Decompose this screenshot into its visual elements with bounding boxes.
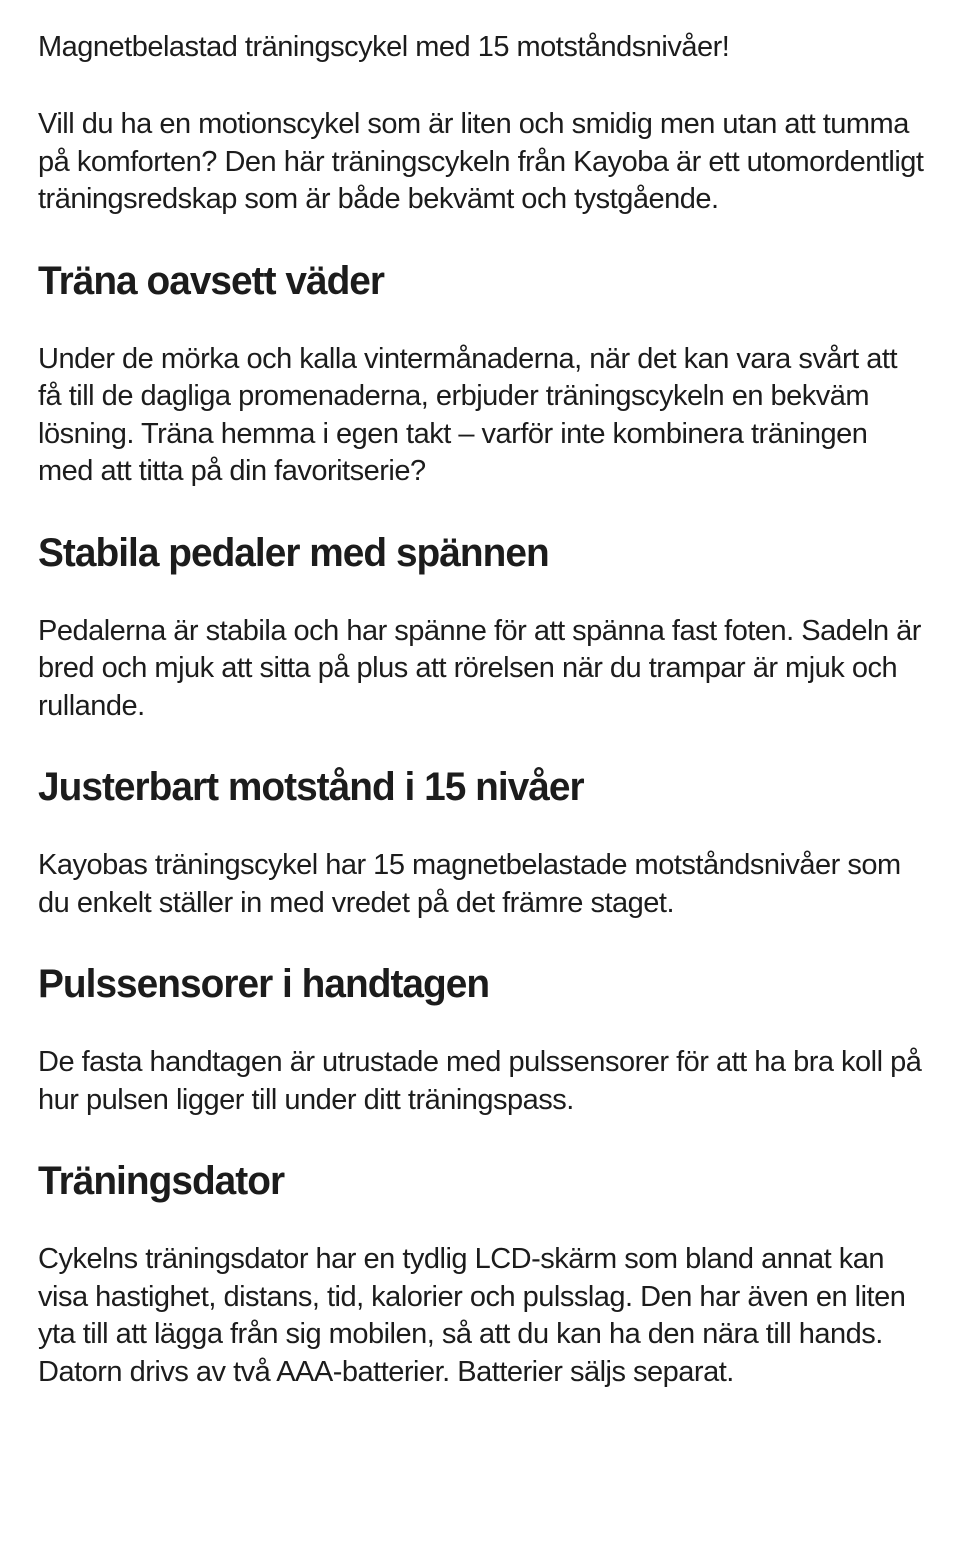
- section-heading: Träningsdator: [38, 1159, 285, 1203]
- section-paragraph: De fasta handtagen är utrustade med pulssensorer för att ha bra koll på hur pulsen ligger till under ditt träningspass.: [38, 1046, 922, 1116]
- section-heading: Stabila pedaler med spännen: [38, 530, 549, 575]
- section-heading: Träna oavsett väder: [38, 258, 385, 303]
- section-train-any-weather: [38, 259, 924, 491]
- section-paragraph: Kayobas träningscykel har 15 magnetbelastade motståndsnivåer som du enkelt ställer in med vredet på det främre staget.: [38, 849, 901, 919]
- section-paragraph: Pedalerna är stabila och har spänne för att spänna fast foten. Sadeln är bred och mjuk att sitta på plus att rörelsen när du trampar är mjuk och rullande.: [38, 614, 921, 722]
- section-adjustable-resistance: [38, 765, 924, 922]
- section-training-computer: [38, 1159, 924, 1391]
- section-pulse-sensors: [38, 962, 924, 1119]
- section-paragraph: Cykelns träningsdator har en tydlig LCD-skärm som bland annat kan visa hastighet, distans, tid, kalorier och pulsslag. Den har även en liten yta till att lägga från sig mobilen, så att du kan ha den nära till hands. Datorn drivs av två AAA-batterier. Batterier säljs separat.: [38, 1243, 906, 1388]
- section-stable-pedals: [38, 531, 924, 726]
- section-heading: Pulssensorer i handtagen: [38, 962, 490, 1006]
- section-paragraph: Under de mörka och kalla vintermånaderna, när det kan vara svårt att få till de dagliga promenaderna, erbjuder träningscykeln en bekväm lösning. Träna hemma i egen takt – varför inte kombinera träningen med att titta på din favoritserie?: [38, 342, 898, 487]
- product-title: Magnetbelastad träningscykel med 15 motståndsnivåer!: [38, 31, 730, 63]
- product-description-text: [38, 28, 924, 1391]
- intro-paragraph: Vill du ha en motionscykel som är liten och smidig men utan att tumma på komforten? Den här träningscykeln från Kayoba är ett utomordentligt träningsredskap som är både bekvämt och tystgående.: [38, 108, 924, 215]
- section-heading: Justerbart motstånd i 15 nivåer: [38, 765, 584, 809]
